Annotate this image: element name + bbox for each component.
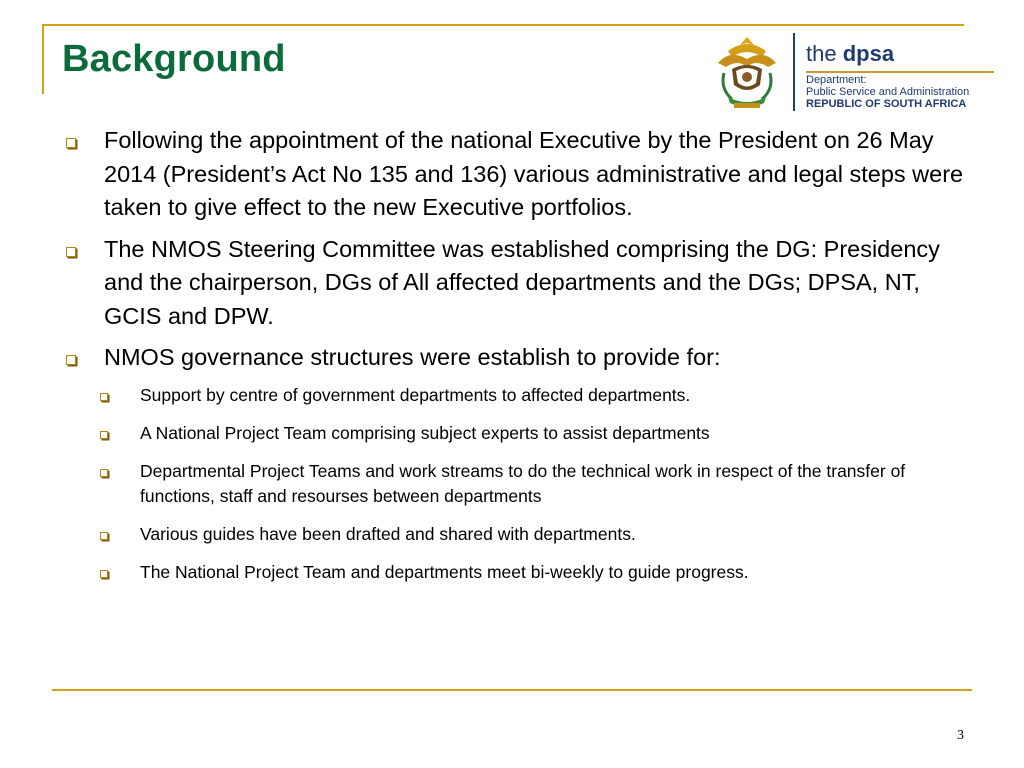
square-bullet-icon bbox=[100, 570, 108, 578]
brand-line-republic: REPUBLIC OF SOUTH AFRICA bbox=[806, 98, 967, 110]
page-number: 3 bbox=[957, 728, 964, 743]
square-bullet-icon bbox=[66, 247, 76, 257]
square-bullet-icon bbox=[100, 469, 108, 477]
top-rule bbox=[42, 24, 964, 26]
square-bullet-icon bbox=[100, 431, 108, 439]
slide-title: Background bbox=[62, 38, 286, 80]
brand-rule bbox=[806, 71, 994, 73]
list-item: NMOS governance structures were establish to provide for: bbox=[62, 341, 982, 375]
dpsa-logo bbox=[710, 33, 1000, 115]
brand-line-department: Department: bbox=[806, 74, 867, 86]
sub-list-item: Departmental Project Teams and work streams to do the technical work in respect of the transfer of functions, staff and resourses between departments bbox=[62, 459, 982, 509]
bottom-rule bbox=[52, 689, 972, 691]
coat-of-arms-icon bbox=[710, 33, 784, 113]
slide-body bbox=[62, 124, 982, 598]
brand-line-public-service: Public Service and Administration bbox=[806, 86, 970, 98]
sub-list-item: The National Project Team and departments meet bi-weekly to guide progress. bbox=[62, 560, 982, 585]
brand-name: the dpsa bbox=[806, 41, 895, 66]
square-bullet-icon bbox=[100, 532, 108, 540]
square-bullet-icon bbox=[66, 355, 76, 365]
left-rule bbox=[42, 24, 44, 94]
list-item: The NMOS Steering Committee was established comprising the DG: Presidency and the chairperson, DGs of All affected departments and the DGs; DPSA, NT, GCIS and DPW. bbox=[62, 233, 982, 334]
sub-list-item: Support by centre of government departments to affected departments. bbox=[62, 383, 982, 408]
logo-divider bbox=[793, 33, 795, 111]
square-bullet-icon bbox=[66, 138, 76, 148]
square-bullet-icon bbox=[100, 393, 108, 401]
sub-list-item: Various guides have been drafted and shared with departments. bbox=[62, 522, 982, 547]
list-item: Following the appointment of the national Executive by the President on 26 May 2014 (President’s Act No 135 and 136) various administrative and legal steps were taken to give effect to the new Executive portfolios. bbox=[62, 124, 982, 225]
sub-list-item: A National Project Team comprising subject experts to assist departments bbox=[62, 421, 982, 446]
